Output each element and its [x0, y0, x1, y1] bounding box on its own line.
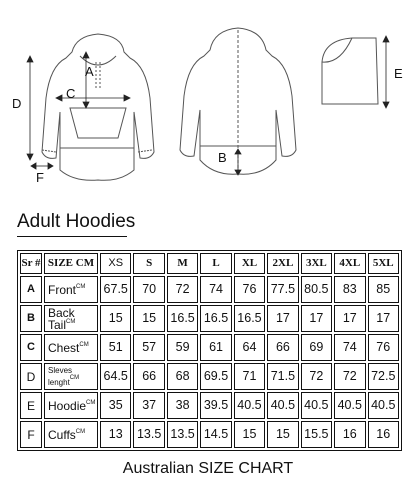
row-code: D	[20, 363, 42, 390]
table-cell: 71	[234, 363, 265, 390]
table-cell: 16.5	[167, 305, 198, 332]
table-cell: 64	[234, 334, 265, 361]
table-cell: 15	[234, 421, 265, 448]
row-code: A	[20, 276, 42, 303]
table-cell: 17	[267, 305, 298, 332]
header-size-m: M	[167, 253, 198, 274]
header-size-2xl: 2XL	[267, 253, 298, 274]
table-cell: 40.5	[334, 392, 365, 419]
table-cell: 51	[100, 334, 131, 361]
header-size-l: L	[200, 253, 231, 274]
table-cell: 85	[368, 276, 400, 303]
table-cell: 69.5	[200, 363, 231, 390]
table-row	[20, 276, 399, 303]
footer-caption: Australian SIZE CHART	[122, 460, 294, 477]
row-label: Hoodie$^{CM}$	[44, 392, 98, 419]
table-cell: 64.5	[100, 363, 131, 390]
table-cell: 70	[133, 276, 164, 303]
table-cell: 15	[133, 305, 164, 332]
row-code: B	[20, 305, 42, 332]
page-title: Adult Hoodies	[17, 211, 136, 232]
table-cell: 71.5	[267, 363, 298, 390]
header-size-s: S	[133, 253, 164, 274]
label-a: A	[85, 64, 94, 79]
table-cell: 15.5	[301, 421, 332, 448]
label-e: E	[394, 66, 403, 81]
table-cell: 13.5	[133, 421, 164, 448]
table-header-row	[20, 253, 399, 274]
table-cell: 66	[267, 334, 298, 361]
header-size-xl: XL	[234, 253, 265, 274]
table-cell: 74	[334, 334, 365, 361]
table-cell: 13	[100, 421, 131, 448]
table-cell: 76	[368, 334, 400, 361]
table-cell: 80.5	[301, 276, 332, 303]
table-cell: 61	[200, 334, 231, 361]
hood-illustration	[322, 38, 378, 104]
table-cell: 40.5	[234, 392, 265, 419]
row-label: Cuffs$^{CM}$	[44, 421, 98, 448]
table-cell: 83	[334, 276, 365, 303]
table-cell: 16.5	[200, 305, 231, 332]
row-code: C	[20, 334, 42, 361]
table-cell: 40.5	[368, 392, 400, 419]
table-cell: 14.5	[200, 421, 231, 448]
table-cell: 67.5	[100, 276, 131, 303]
table-cell: 74	[200, 276, 231, 303]
table-cell: 40.5	[267, 392, 298, 419]
table-cell: 77.5	[267, 276, 298, 303]
table-cell: 16	[368, 421, 400, 448]
table-cell: 15	[267, 421, 298, 448]
header-size-5xl: 5XL	[368, 253, 400, 274]
header-size-4xl: 4XL	[334, 253, 365, 274]
table-cell: 17	[368, 305, 400, 332]
table-cell: 76	[234, 276, 265, 303]
table-cell: 72.5	[368, 363, 400, 390]
table-cell: 15	[100, 305, 131, 332]
hoodie-diagram	[0, 0, 416, 200]
table-cell: 39.5	[200, 392, 231, 419]
label-b: B	[218, 150, 227, 165]
header-size-xs: XS	[100, 253, 131, 274]
row-code: F	[20, 421, 42, 448]
header-sr: Sr #	[20, 253, 42, 274]
table-cell: 16.5	[234, 305, 265, 332]
header-size: SIZE CM	[44, 253, 98, 274]
title-underline	[17, 236, 127, 237]
table-cell: 38	[167, 392, 198, 419]
label-f: F	[36, 170, 44, 185]
hoodie-front-illustration	[42, 34, 154, 180]
table-row	[20, 421, 399, 448]
row-code: E	[20, 392, 42, 419]
table-row	[20, 334, 399, 361]
header-size-3xl: 3XL	[301, 253, 332, 274]
table-row	[20, 305, 399, 332]
label-d: D	[12, 96, 22, 111]
table-cell: 37	[133, 392, 164, 419]
table-cell: 72	[301, 363, 332, 390]
table-cell: 16	[334, 421, 365, 448]
table-cell: 72	[167, 276, 198, 303]
table-cell: 68	[167, 363, 198, 390]
table-cell: 17	[334, 305, 365, 332]
label-c: C	[66, 86, 76, 101]
table-cell: 57	[133, 334, 164, 361]
table-cell: 59	[167, 334, 198, 361]
table-cell: 72	[334, 363, 365, 390]
table-cell: 69	[301, 334, 332, 361]
size-chart-table	[17, 250, 402, 451]
row-label: Chest$^{CM}$	[44, 334, 98, 361]
table-row	[20, 392, 399, 419]
row-label: Back Tail$^{CM}$	[44, 305, 98, 332]
table-row	[20, 363, 399, 390]
row-label: Sleves lenght$^{CM}$	[44, 363, 98, 390]
table-cell: 17	[301, 305, 332, 332]
table-cell: 35	[100, 392, 131, 419]
table-cell: 66	[133, 363, 164, 390]
table-cell: 40.5	[301, 392, 332, 419]
table-cell: 13.5	[167, 421, 198, 448]
row-label: Front$^{CM}$	[44, 276, 98, 303]
